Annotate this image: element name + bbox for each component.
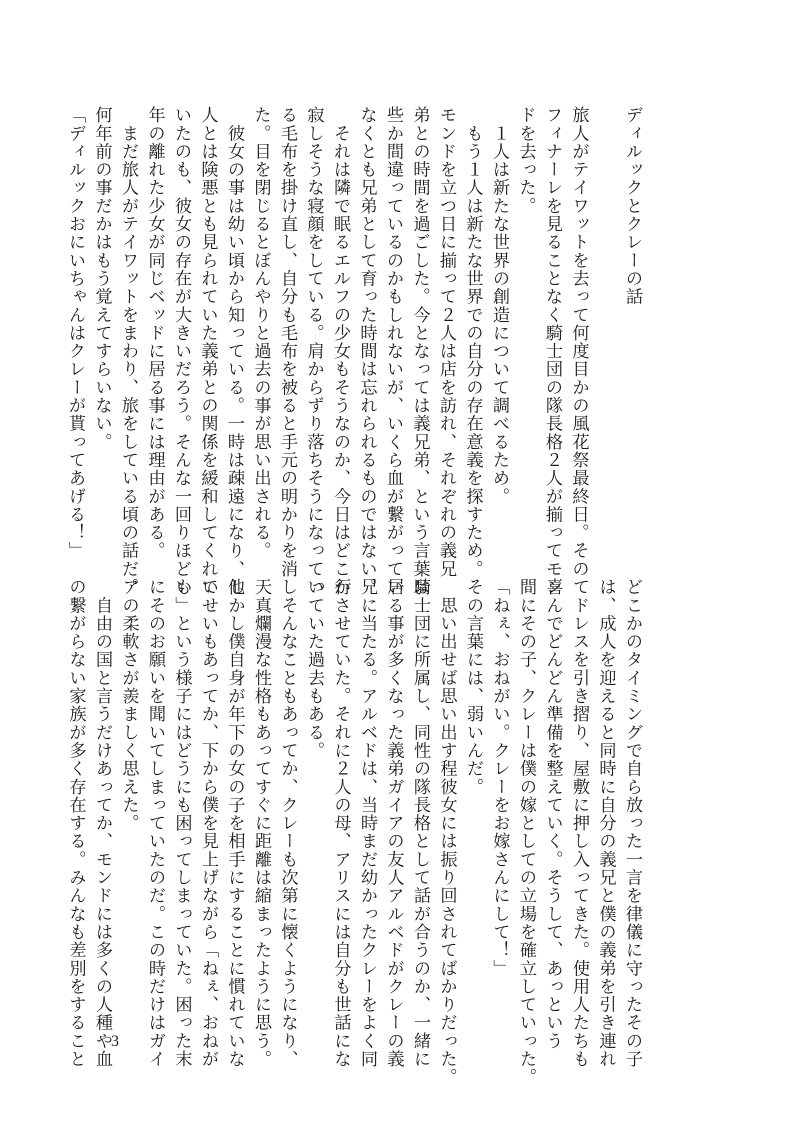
text-line: １人は新たな世界の創造について調べるため。 [489, 106, 509, 506]
text-line: 寂しそうな寝顔をしている。肩からずり落ちそうになってい [303, 106, 324, 597]
text-line: いせいもあってか、下から僕を見上げながら「ねぇ、おねが [198, 578, 218, 1069]
text-line: 「ディルックおにいちゃんはクレーが貰ってあげる！」 [65, 106, 85, 560]
text-line: 何年前の事だかはもう覚えてすらいない。 [91, 106, 112, 451]
text-line: 間にその子、クレーは僕の嫁としての立場を確立していった。 [516, 578, 536, 1087]
text-line: いたのも、彼女の存在が大きいだろう。そんな一回りほども [171, 106, 191, 597]
text-line: アの柔軟さが羨ましく思えた。 [118, 578, 139, 833]
text-line: それは隣で眠るエルフの少女もそうなのか、今日はどこか [330, 106, 350, 597]
text-line: モンドを立つ日に揃って２人は店を訪れ、それぞれの義兄 [436, 106, 456, 578]
text-line: 騎士団に所属し、同性の隊長格として話が合うのか、一緒に [410, 578, 430, 1069]
text-line: っていた過去もある。 [304, 578, 324, 760]
document-title: ディルックとクレーの話 [622, 106, 642, 306]
upper-text-block [65, 106, 645, 597]
text-line: ドを去った。 [515, 106, 536, 215]
text-line: しかし僕自身が年下の女の子を相手にすることに慣れていな [224, 578, 245, 1069]
text-line: 天真爛漫な性格もあってすぐに距離は縮まったように思う。 [251, 578, 271, 1069]
text-line: 居る事が多くなった義弟ガイアの友人アルベドがクレーの義 [383, 578, 404, 1069]
text-line: は、成人を迎えると同時に自分の義兄と僕の義弟を引き連れ [595, 578, 616, 1069]
text-line: 自由の国と言うだけあってか、モンドには多くの人種や血 [92, 578, 112, 1069]
text-line: 喜んでどんどん準備を整えていく。そうして、あっという [542, 578, 563, 1050]
text-line: た。目を閉じるとぼんやりと過去の事が思い出される。 [250, 106, 271, 560]
text-line: その言葉には、弱いんだ。 [463, 578, 483, 796]
text-line: 思い出せば思い出す程彼女には振り回されてばかりだった。 [436, 578, 457, 1087]
text-line: の繋がらない家族が多く存在する。みんなも差別をすること [65, 578, 86, 1069]
lower-text-block [65, 578, 645, 1087]
text-line: 旅人がテイワットを去って何度目かの風花祭最終日。その [568, 106, 589, 578]
text-line: る毛布を掛け直し、自分も毛布を被ると手元の明かりを消し [277, 106, 297, 597]
page-number: 3 [111, 1033, 119, 1050]
text-line: 兄に当たる。アルベドは、当時まだ幼かったクレーをよく同 [357, 578, 377, 1069]
text-line: い」という様子にはどうにも困ってしまっていた。困った末 [171, 578, 192, 1069]
text-line: にそのお願いを聞いてしまっていたのだ。この時だけはガイ [145, 578, 165, 1069]
text-line: なくとも兄弟として育った時間は忘れられるものではない。 [356, 106, 377, 597]
text-line: フィナーレを見ることなく騎士団の隊長格２人が揃ってモン [542, 106, 562, 597]
text-line: そんなこともあってか、クレーも次第に懐くようになり、 [277, 578, 298, 1069]
text-line: 人とは険悪とも見られていた義弟との関係を緩和してくれて [197, 106, 218, 597]
text-line: 「ねぇ、おねがい。クレーをお嫁さんにして！」 [489, 578, 510, 978]
text-line: 行させていた。それに２人の母、アリスには自分も世話にな [330, 578, 351, 1069]
text-line: 些か間違っているのかもしれないが、いくら血が繋がってい [383, 106, 403, 597]
text-line: てドレスを引き摺り、屋敷に押し入ってきた。使用人たちも [569, 578, 589, 1069]
text-line: まだ旅人がテイワットをまわり、旅をしている頃の話だ。 [118, 106, 138, 597]
text-line: もう１人は新たな世界での自分の存在意義を探すため。 [462, 106, 483, 578]
text-line: 弟との時間を過ごした。今となっては義兄弟、という言葉は [409, 106, 430, 597]
text-line: 年の離れた少女が同じベッドに居る事には理由がある。 [144, 106, 165, 560]
text-line: どこかのタイミングで自ら放った一言を律儀に守ったその子 [622, 578, 642, 1069]
text-line: 彼女の事は幼い頃から知っている。一時は疎遠になり、他 [224, 106, 244, 597]
